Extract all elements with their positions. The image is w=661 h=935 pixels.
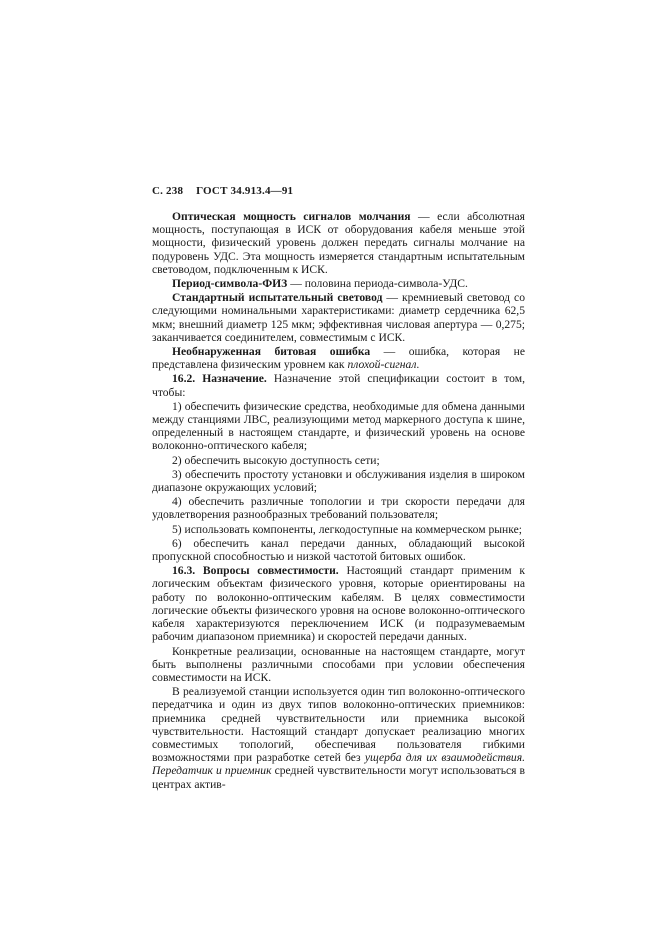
paragraph-text: Конкретные реализации, основанные на настоящем стандарте, могут быть выполнены различными способами при условии обеспечения совместимости на ИСК. [152, 644, 525, 684]
paragraph-phy-symbol-period [152, 277, 525, 290]
page-header [152, 185, 303, 197]
list-text: 1) обеспечить физические средства, необходимые для обмена данными между станциями ЛВС, реализующими метод маркерного доступа к шине, определенный в настоящем стандарте, и физический уровень на основе волоконно-оптического кабеля; [152, 399, 525, 453]
term: Оптическая мощность сигналов молчания [172, 210, 411, 223]
definition: — ошибка, которая не представлена физическим уровнем как [152, 345, 525, 372]
page-number: С. 238 [152, 185, 184, 197]
list-text: 5) использовать компоненты, легкодоступные на коммерческом рынке; [172, 522, 522, 536]
paragraph-test-fiber [152, 291, 525, 344]
section-heading: 16.3. Вопросы совместимости. [172, 564, 339, 578]
list-item-4 [152, 495, 525, 521]
list-item-5 [152, 523, 525, 536]
list-item-6 [152, 537, 525, 563]
section-body: Настоящий стандарт применим к логическим объектам физического уровня, которые ориентированы на работу по волоконно-оптическим кабелям. В целях совместимости логические объекты физического уровня на основе волоконно-оптического кабеля характеризуются переключением ИСК (и подразумеваемым рабочим диапазоном приемника) и скоростей передачи данных. [152, 564, 525, 644]
paragraph-undetected-error [152, 345, 525, 371]
definition: — если абсолютная мощность, поступающая в ИСК от оборудования кабеля меньше этой мощности, физический уровень должен передать сигналы молчание на подуровень УДС. Эта мощность измеряется стандартным испытательным световодом, подключенным к ИСК. [152, 210, 525, 276]
section-16-3 [152, 564, 525, 643]
paragraph-silence-power [152, 210, 525, 276]
list-text: 2) обеспечить высокую доступность сети; [172, 453, 380, 467]
list-text: 4) обеспечить различные топологии и три скорости передачи для удовлетворения разнообразных требований пользователя; [152, 495, 525, 522]
list-item-2 [152, 454, 525, 467]
term: Стандартный испытательный световод [172, 291, 383, 305]
italic-text: ущерба для их взаимодействия. Передатчик и приемник [152, 751, 525, 778]
list-text: 3) обеспечить простоту установки и обслуживания изделия в широком диапазоне окружающих условий; [152, 467, 525, 495]
paragraph-implementations [152, 645, 525, 685]
section-heading: 16.2. Назначение. [172, 372, 267, 386]
list-item-1 [152, 400, 525, 453]
term: Необнаруженная битовая ошибка [172, 345, 371, 359]
definition-tail: . [416, 358, 420, 372]
paragraph-station [152, 685, 525, 791]
paragraph-tail: средней чувствительности могут использоваться в центрах актив- [152, 764, 526, 791]
document-body [152, 210, 525, 792]
definition: — половина периода-символа-УДС. [287, 277, 468, 291]
italic-term: плохой-сигнал [347, 358, 417, 372]
section-text [152, 372, 525, 398]
paragraph-text: В реализуемой станции используется один тип волоконно-оптического передатчика и один из двух типов волоконно-оптических приемников: приемника средней чувствительности или приемника высокой чувствительности. Настоящий стандарт допускает реализацию многих совместимых топологий, обеспечивая пользователя гибкими возможностями при разработке сетей без [152, 685, 525, 765]
standard-number: ГОСТ 34.913.4—91 [196, 185, 294, 197]
section-body: Назначение этой спецификации состоит в том, чтобы: [152, 372, 525, 399]
list-text: 6) обеспечить канал передачи данных, обладающий высокой пропускной способностью и низкой частотой битовых ошибок. [152, 536, 525, 564]
term: Период-символа-ФИЗ [172, 277, 288, 291]
definition: — кремниевый световод со следующими номинальными характеристиками: диаметр сердечника 62,5 мкм; внешний диаметр 125 мкм; эффективная числовая апертура — 0,275; заканчивается соединителем, совместимым с ИСК. [152, 291, 525, 344]
section-text [152, 564, 525, 643]
section-16-2 [152, 372, 525, 398]
list-item-3 [152, 468, 525, 494]
